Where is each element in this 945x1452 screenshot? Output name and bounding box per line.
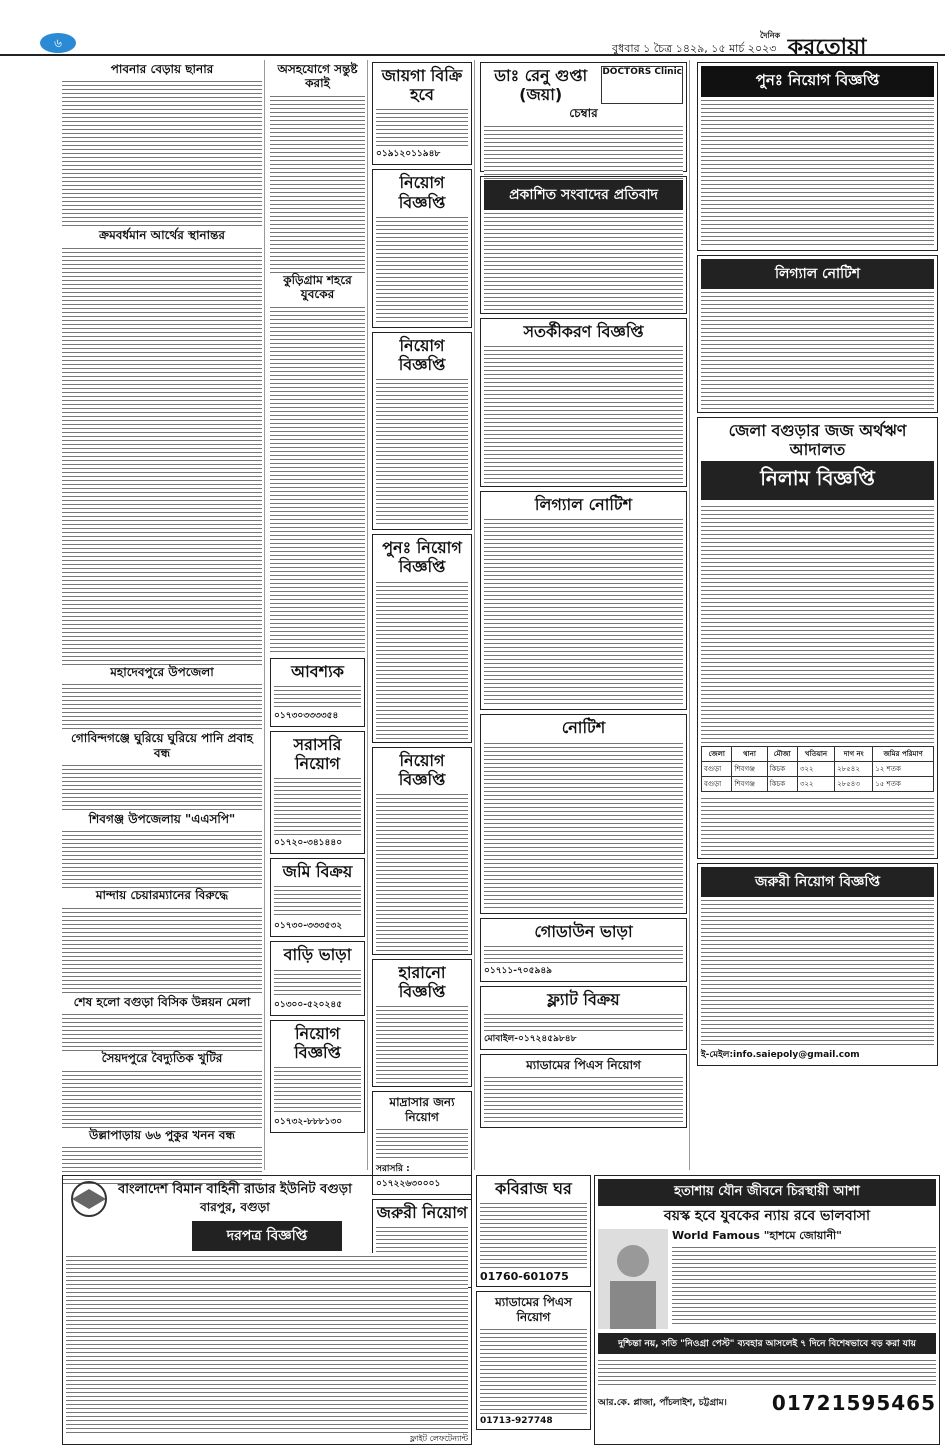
ad-phone: 01713-927748 bbox=[480, 1415, 553, 1426]
ad-title: সতর্কীকরণ বিজ্ঞপ্তি bbox=[523, 322, 644, 341]
table-header-cell: মৌজা bbox=[767, 747, 797, 762]
table-cell: ৩২২ bbox=[797, 762, 834, 777]
table-cell: শিবগঞ্জ bbox=[732, 777, 767, 792]
ad-address: আর.কে. প্লাজা, পাঁচলাইশ, চট্টগ্রাম। bbox=[598, 1398, 727, 1409]
classified-ad bbox=[372, 534, 472, 742]
table-cell: ২৮৫৪৩ bbox=[835, 777, 873, 792]
ad-title: নিয়োগ বিজ্ঞপ্তি bbox=[398, 173, 446, 212]
table-header-cell: থানা bbox=[732, 747, 767, 762]
ad-title: আবশ্যক bbox=[291, 661, 344, 681]
classified-ad bbox=[480, 986, 687, 1050]
ad-title: নিয়োগ বিজ্ঞপ্তি bbox=[398, 750, 446, 789]
page-header bbox=[0, 0, 945, 60]
ad-title: জমি বিক্রয় bbox=[282, 862, 353, 882]
article-text bbox=[62, 1068, 262, 1128]
classified-ad bbox=[480, 918, 687, 982]
table-cell: কিচক bbox=[767, 762, 797, 777]
health-ad bbox=[594, 1175, 940, 1445]
article-text bbox=[62, 762, 262, 812]
product-name: World Famous "হাশমে জোয়ানী" bbox=[672, 1228, 842, 1242]
ad-title: নিয়োগ বিজ্ঞপ্তি bbox=[294, 1023, 341, 1062]
tender-ad bbox=[62, 1175, 472, 1445]
ad-subheadline: বয়স্ক হবে যুবকের ন্যায় রবে ভালবাসা bbox=[663, 1208, 871, 1224]
ad-headline: হতাশায় যৌন জীবনে চিরস্থায়ী আশা bbox=[598, 1179, 936, 1206]
ad-phone: ০১৭১১-৭০৫৯৪৯ bbox=[484, 965, 553, 976]
land-table bbox=[701, 746, 934, 792]
ad-phone: মোবাইল-০১৭২৪৫৯৮৪৮ bbox=[484, 1033, 577, 1044]
tender-title: দরপত্র বিজ্ঞপ্তি bbox=[192, 1221, 342, 1251]
page-date: বুধবার ১ চৈত্র ১৪২৯, ১৫ মার্চ ২০২৩ bbox=[612, 42, 777, 55]
column-2 bbox=[268, 60, 368, 1170]
chamber-label: চেম্বার bbox=[569, 106, 598, 121]
classified-ad bbox=[372, 332, 472, 530]
ad-title: পুনঃ নিয়োগ বিজ্ঞপ্তি bbox=[382, 538, 462, 577]
table-cell: বগুড়া bbox=[702, 762, 732, 777]
ad-phone: 01721595465 bbox=[771, 1390, 936, 1415]
article-text bbox=[62, 828, 262, 888]
table-cell: ১২ শতক bbox=[873, 762, 934, 777]
ad-title: ফ্ল্যাট বিক্রয় bbox=[547, 989, 620, 1009]
ad-title: গোডাউন ভাড়া bbox=[534, 921, 633, 941]
doctor-photo bbox=[598, 1229, 668, 1329]
classified-ad bbox=[372, 747, 472, 955]
article-text bbox=[62, 681, 262, 731]
ad-slogan: দুশ্চিন্তা নয়, সতি "নিওগ্রা পেস্ট" ব্যবহার আসলেই ৭ দিনে বিশেষভাবে বড় করা যায় bbox=[598, 1333, 936, 1354]
table-row bbox=[702, 762, 934, 777]
classified-ad bbox=[476, 1291, 591, 1430]
bottom-middle-ads bbox=[476, 1175, 591, 1445]
article-text bbox=[270, 304, 365, 654]
air-force-emblem-icon bbox=[66, 1179, 112, 1219]
ad-title: নিলাম বিজ্ঞপ্তি bbox=[701, 461, 934, 500]
classified-ad bbox=[697, 255, 938, 413]
auction-ad bbox=[697, 417, 938, 859]
table-cell: ২৮৫৪২ bbox=[835, 762, 873, 777]
ad-phone: ০১৭২০-৩৪১৪৪০ bbox=[274, 838, 343, 849]
headline: কুড়িগ্রাম শহরে যুবকের bbox=[283, 272, 352, 302]
logo-prefix: দৈনিক bbox=[760, 31, 781, 40]
court-name: জেলা বগুড়ার জজ অর্থঋণ আদালত bbox=[728, 421, 907, 460]
classified-ad bbox=[480, 714, 687, 913]
clinic-name: DOCTORS Clinic bbox=[601, 66, 683, 104]
headline: শেষ হলো বগুড়া বিসিক উন্নয়ন মেলা bbox=[73, 994, 251, 1009]
ad-phone: সরাসরি : ০১৭২২৬৩০০০১ bbox=[376, 1164, 441, 1190]
ad-title: মাদ্রাসার জন্য নিয়োগ bbox=[389, 1095, 455, 1124]
classified-ad bbox=[372, 62, 472, 165]
classified-ad bbox=[270, 731, 365, 854]
table-header-cell: দাগ নং bbox=[835, 747, 873, 762]
ad-title: বাড়ি ভাড়া bbox=[283, 945, 352, 965]
ad-phone: 01760-601075 bbox=[480, 1270, 569, 1284]
column-4 bbox=[478, 60, 690, 1170]
headline: পাবনার বেড়ায় ছানার bbox=[110, 62, 214, 76]
headline: অসহযোগে সন্তুষ্ট করাই bbox=[277, 62, 358, 91]
ad-email: ই-মেইল:info.saiepoly@gmail.com bbox=[701, 1050, 860, 1061]
headline: উল্লাপাড়ায় ৬৬ পুকুর খনন বন্ধ bbox=[89, 1127, 235, 1142]
ad-phone: ০১৯১২০১১৯৪৮ bbox=[376, 149, 441, 160]
classified-ad bbox=[270, 658, 365, 727]
ad-title: ম্যাডামের পিএস নিয়োগ bbox=[495, 1295, 572, 1324]
doctor-ad bbox=[480, 62, 687, 172]
article-text bbox=[270, 93, 365, 273]
column-3 bbox=[370, 60, 475, 1223]
ad-title: লিগ্যাল নোটিশ bbox=[701, 259, 934, 289]
ad-title: সরাসরি নিয়োগ bbox=[293, 734, 342, 773]
ad-title: নোটিশ bbox=[561, 718, 606, 738]
classified-ad bbox=[372, 959, 472, 1087]
article-text bbox=[62, 1011, 262, 1051]
ad-title: কবিরাজ ঘর bbox=[495, 1179, 572, 1198]
tender-org: বাংলাদেশ বিমান বাহিনী রাডার ইউনিট বগুড়া bbox=[118, 1182, 352, 1197]
table-cell: কিচক bbox=[767, 777, 797, 792]
column-5 bbox=[695, 60, 940, 1170]
tender-place: বারপুর, বগুড়া bbox=[200, 1199, 270, 1214]
classified-ad bbox=[270, 941, 365, 1015]
classified-ad bbox=[480, 1054, 687, 1128]
ad-title: লিগ্যাল নোটিশ bbox=[534, 495, 633, 515]
ad-phone: ০১৩০০-৫২০২৪৫ bbox=[274, 999, 343, 1010]
classified-ad bbox=[480, 176, 687, 314]
ad-title: জায়গা বিক্রি হবে bbox=[381, 66, 463, 105]
article-text bbox=[62, 245, 262, 665]
article-text bbox=[62, 905, 262, 995]
table-cell: বগুড়া bbox=[702, 777, 732, 792]
page-number: ৬ bbox=[54, 36, 62, 50]
news-column bbox=[60, 60, 265, 1170]
classified-ad bbox=[476, 1175, 591, 1287]
headline: শিবগঞ্জ উপজেলায় "এএসপি" bbox=[88, 811, 236, 826]
classified-ad bbox=[270, 858, 365, 937]
page-number-badge bbox=[38, 32, 78, 54]
classified-ad bbox=[270, 1020, 365, 1133]
ad-phone: ০১৭৩২-৮৮৮১৩০ bbox=[274, 1116, 343, 1127]
headline: গোবিন্দগঞ্জে ঘুরিয়ে ঘুরিয়ে পানি প্রবাহ বন্ধ bbox=[71, 731, 253, 760]
logo-text: করতোয়া bbox=[787, 35, 867, 60]
ad-phone: ০১৭৩০৩৩৩৩৫৪ bbox=[274, 710, 339, 721]
classified-ad bbox=[480, 491, 687, 710]
ad-title: প্রকাশিত সংবাদের প্রতিবাদ bbox=[484, 180, 683, 210]
headline: মহাদেবপুরে উপজেলা bbox=[110, 664, 214, 679]
table-cell: ৩২২ bbox=[797, 777, 834, 792]
table-cell: ১৫ শতক bbox=[873, 777, 934, 792]
doctor-name: ডাঃ রেনু গুপ্তা (জয়া) bbox=[494, 66, 588, 105]
table-cell: শিবগঞ্জ bbox=[732, 762, 767, 777]
table-header-cell: জেলা bbox=[702, 747, 732, 762]
ad-title: ম্যাডামের পিএস নিয়োগ bbox=[526, 1057, 641, 1072]
ad-title: হারানো বিজ্ঞপ্তি bbox=[398, 962, 446, 1002]
headline: মান্দায় চেয়ারম্যানের বিরুদ্ধে bbox=[95, 888, 229, 903]
classified-ad bbox=[697, 863, 938, 1066]
table-header-cell: খতিয়ান bbox=[797, 747, 834, 762]
headline: সৈয়দপুরে বৈদ্যুতিক খুটির bbox=[101, 1051, 223, 1066]
ad-title: জরুরী নিয়োগ bbox=[376, 1203, 468, 1223]
classified-ad bbox=[372, 169, 472, 327]
ad-title: জরুরী নিয়োগ বিজ্ঞপ্তি bbox=[701, 867, 934, 897]
tender-signer: ফ্লাইট লেফটেন্যান্ট bbox=[409, 1434, 468, 1443]
headline: ক্রমবর্ধমান আর্থের স্থানান্তর bbox=[99, 228, 225, 243]
ad-title: নিয়োগ বিজ্ঞপ্তি bbox=[398, 335, 446, 374]
article-text bbox=[62, 78, 262, 228]
table-row bbox=[702, 777, 934, 792]
ad-title: পুনঃ নিয়োগ বিজ্ঞপ্তি bbox=[701, 66, 934, 97]
ad-phone: ০১৭৩০-৩৩৩৫৩২ bbox=[274, 921, 343, 932]
table-header-cell: জমির পরিমাণ bbox=[873, 747, 934, 762]
classified-ad bbox=[480, 318, 687, 487]
classified-ad bbox=[697, 62, 938, 251]
